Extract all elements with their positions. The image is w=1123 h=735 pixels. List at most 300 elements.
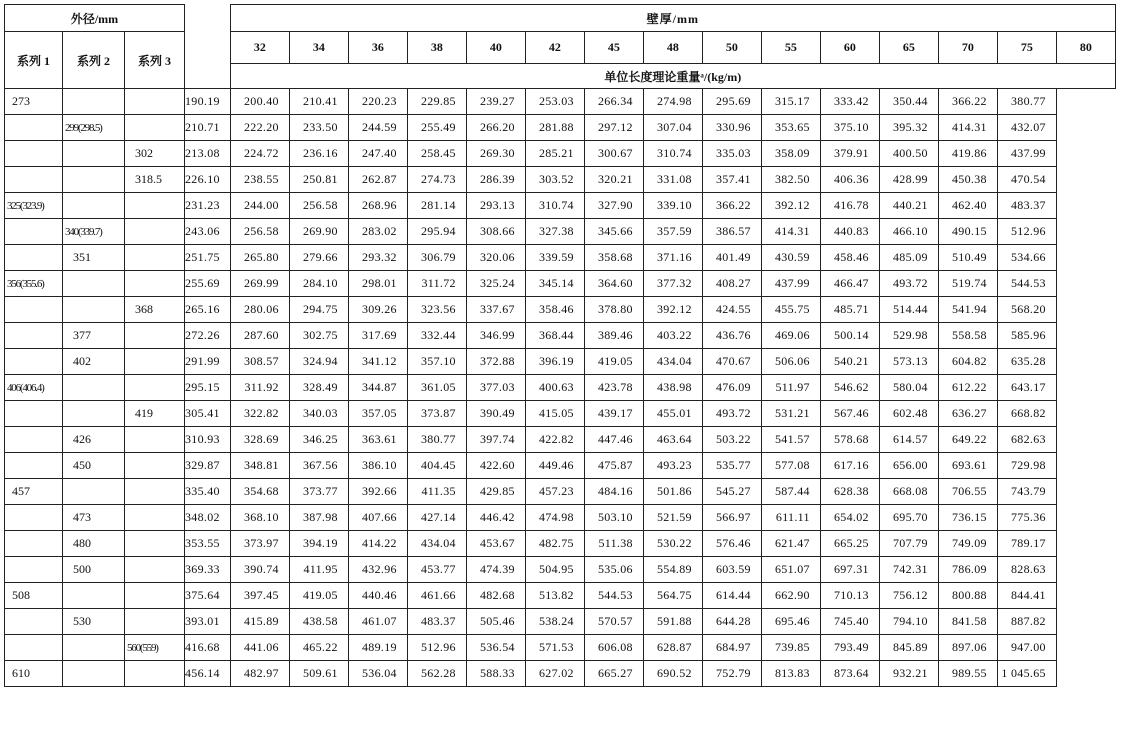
weight-value-cell: 353.65	[761, 115, 820, 141]
series-1-cell	[5, 401, 63, 427]
weight-value-cell: 233.50	[289, 115, 348, 141]
weight-value-cell: 456.14	[185, 661, 231, 687]
thickness-header: 48	[643, 32, 702, 64]
series-2-cell	[63, 635, 125, 661]
series-1-cell	[5, 609, 63, 635]
weight-value-cell: 512.96	[997, 219, 1056, 245]
weight-value-cell: 190.19	[185, 89, 231, 115]
weight-value-cell: 422.82	[525, 427, 584, 453]
weight-value-cell: 333.42	[820, 89, 879, 115]
series-2-cell: 402	[63, 349, 125, 375]
table-row	[5, 193, 1116, 219]
weight-value-cell: 396.19	[525, 349, 584, 375]
weight-value-cell: 434.04	[407, 531, 466, 557]
weight-value-cell: 800.88	[938, 583, 997, 609]
thickness-header: 45	[584, 32, 643, 64]
weight-value-cell: 813.83	[761, 661, 820, 687]
weight-value-cell: 651.07	[761, 557, 820, 583]
weight-value-cell: 534.66	[997, 245, 1056, 271]
weight-value-cell: 339.10	[643, 193, 702, 219]
weight-value-cell: 434.04	[643, 349, 702, 375]
weight-value-cell: 350.44	[879, 89, 938, 115]
weight-value-cell: 345.14	[525, 271, 584, 297]
weight-value-cell: 654.02	[820, 505, 879, 531]
weight-value-cell: 363.61	[348, 427, 407, 453]
weight-value-cell: 617.16	[820, 453, 879, 479]
table-row	[5, 115, 1116, 141]
weight-value-cell: 231.23	[185, 193, 231, 219]
weight-value-cell: 357.41	[702, 167, 761, 193]
weight-value-cell: 424.55	[702, 297, 761, 323]
series-2-cell	[63, 141, 125, 167]
outer-diameter-header: 外径/mm	[5, 5, 185, 32]
weight-value-cell: 571.53	[525, 635, 584, 661]
weight-value-cell: 361.05	[407, 375, 466, 401]
weight-value-cell: 419.05	[584, 349, 643, 375]
weight-value-cell: 337.67	[466, 297, 525, 323]
weight-value-cell: 505.46	[466, 609, 525, 635]
weight-value-cell: 786.09	[938, 557, 997, 583]
thickness-header: 32	[230, 32, 289, 64]
series-1-cell: 457	[5, 479, 63, 505]
weight-value-cell: 511.38	[584, 531, 643, 557]
weight-value-cell: 587.44	[761, 479, 820, 505]
weight-value-cell: 470.67	[702, 349, 761, 375]
weight-value-cell: 348.81	[230, 453, 289, 479]
thickness-header: 34	[289, 32, 348, 64]
table-row	[5, 245, 1116, 271]
weight-value-cell: 274.98	[643, 89, 702, 115]
weight-value-cell: 210.41	[289, 89, 348, 115]
series-2-cell: 377	[63, 323, 125, 349]
weight-value-cell: 415.89	[230, 609, 289, 635]
weight-value-cell: 707.79	[879, 531, 938, 557]
weight-value-cell: 357.05	[348, 401, 407, 427]
weight-value-cell: 743.79	[997, 479, 1056, 505]
weight-value-cell: 695.46	[761, 609, 820, 635]
weight-value-cell: 466.47	[820, 271, 879, 297]
weight-value-cell: 591.88	[643, 609, 702, 635]
weight-value-cell: 340.03	[289, 401, 348, 427]
weight-value-cell: 403.22	[643, 323, 702, 349]
series-1-header: 系列 1	[5, 32, 63, 89]
series-1-cell	[5, 245, 63, 271]
weight-value-cell: 308.57	[230, 349, 289, 375]
weight-value-cell: 512.96	[407, 635, 466, 661]
series-2-cell	[63, 297, 125, 323]
weight-value-cell: 493.72	[879, 271, 938, 297]
weight-value-cell: 255.69	[185, 271, 231, 297]
weight-value-cell: 393.01	[185, 609, 231, 635]
weight-value-cell: 345.66	[584, 219, 643, 245]
weight-value-cell: 483.37	[407, 609, 466, 635]
table-body	[5, 89, 1116, 687]
weight-value-cell: 262.87	[348, 167, 407, 193]
weight-value-cell: 682.63	[997, 427, 1056, 453]
thickness-header: 42	[525, 32, 584, 64]
series-3-cell: 368	[125, 297, 185, 323]
thickness-header: 40	[466, 32, 525, 64]
weight-value-cell: 989.55	[938, 661, 997, 687]
weight-value-cell: 628.38	[820, 479, 879, 505]
weight-value-cell: 366.22	[938, 89, 997, 115]
weight-value-cell: 265.16	[185, 297, 231, 323]
weight-value-cell: 324.94	[289, 349, 348, 375]
weight-value-cell: 397.74	[466, 427, 525, 453]
weight-value-cell: 501.86	[643, 479, 702, 505]
table-row	[5, 271, 1116, 297]
thickness-header: 50	[702, 32, 761, 64]
weight-value-cell: 794.10	[879, 609, 938, 635]
weight-value-cell: 310.74	[525, 193, 584, 219]
weight-value-cell: 845.89	[879, 635, 938, 661]
series-2-cell: 473	[63, 505, 125, 531]
weight-value-cell: 503.10	[584, 505, 643, 531]
weight-value-cell: 489.19	[348, 635, 407, 661]
series-2-cell: 450	[63, 453, 125, 479]
table-row	[5, 141, 1116, 167]
weight-value-cell: 662.90	[761, 583, 820, 609]
weight-value-cell: 461.07	[348, 609, 407, 635]
weight-value-cell: 373.97	[230, 531, 289, 557]
weight-value-cell: 250.81	[289, 167, 348, 193]
weight-value-cell: 729.98	[997, 453, 1056, 479]
weight-value-cell: 386.10	[348, 453, 407, 479]
weight-value-cell: 308.66	[466, 219, 525, 245]
weight-value-cell: 603.59	[702, 557, 761, 583]
series-2-cell	[63, 583, 125, 609]
weight-value-cell: 739.85	[761, 635, 820, 661]
series-3-cell	[125, 505, 185, 531]
weight-value-cell: 578.68	[820, 427, 879, 453]
weight-value-cell: 306.79	[407, 245, 466, 271]
weight-value-cell: 453.67	[466, 531, 525, 557]
weight-value-cell: 432.96	[348, 557, 407, 583]
weight-value-cell: 268.96	[348, 193, 407, 219]
weight-value-cell: 297.12	[584, 115, 643, 141]
series-3-cell: 560(559)	[125, 635, 185, 661]
weight-value-cell: 612.22	[938, 375, 997, 401]
weight-value-cell: 490.15	[938, 219, 997, 245]
weight-value-cell: 510.49	[938, 245, 997, 271]
series-2-cell	[63, 193, 125, 219]
weight-value-cell: 302.75	[289, 323, 348, 349]
weight-value-cell: 408.27	[702, 271, 761, 297]
series-1-cell: 508	[5, 583, 63, 609]
series-1-cell	[5, 167, 63, 193]
weight-value-cell: 580.04	[879, 375, 938, 401]
series-2-cell	[63, 375, 125, 401]
weight-value-cell: 293.32	[348, 245, 407, 271]
table-row	[5, 349, 1116, 375]
weight-value-cell: 382.50	[761, 167, 820, 193]
weight-value-cell: 341.12	[348, 349, 407, 375]
weight-value-cell: 320.21	[584, 167, 643, 193]
weight-value-cell: 379.91	[820, 141, 879, 167]
weight-value-cell: 320.06	[466, 245, 525, 271]
series-2-cell: 351	[63, 245, 125, 271]
weight-value-cell: 606.08	[584, 635, 643, 661]
series-2-cell: 500	[63, 557, 125, 583]
weight-value-cell: 627.02	[525, 661, 584, 687]
series-3-cell	[125, 479, 185, 505]
weight-value-cell: 368.44	[525, 323, 584, 349]
weight-value-cell: 466.10	[879, 219, 938, 245]
weight-value-cell: 298.01	[348, 271, 407, 297]
weight-value-cell: 932.21	[879, 661, 938, 687]
series-2-cell: 426	[63, 427, 125, 453]
weight-value-cell: 305.41	[185, 401, 231, 427]
weight-value-cell: 519.74	[938, 271, 997, 297]
weight-value-cell: 567.46	[820, 401, 879, 427]
series-2-cell	[63, 167, 125, 193]
weight-value-cell: 390.74	[230, 557, 289, 583]
weight-value-cell: 568.20	[997, 297, 1056, 323]
weight-value-cell: 693.61	[938, 453, 997, 479]
weight-value-cell: 414.31	[938, 115, 997, 141]
weight-value-cell: 844.41	[997, 583, 1056, 609]
weight-value-cell: 437.99	[761, 271, 820, 297]
table-row	[5, 609, 1116, 635]
series-3-cell	[125, 271, 185, 297]
weight-value-cell: 346.25	[289, 427, 348, 453]
weight-value-cell: 544.53	[584, 583, 643, 609]
weight-value-cell: 328.69	[230, 427, 289, 453]
wall-thickness-header: 壁厚/mm	[230, 5, 1115, 32]
weight-value-cell: 239.27	[466, 89, 525, 115]
weight-value-cell: 295.15	[185, 375, 231, 401]
column-gap	[185, 5, 231, 89]
weight-value-cell: 438.58	[289, 609, 348, 635]
weight-value-cell: 364.60	[584, 271, 643, 297]
weight-value-cell: 281.14	[407, 193, 466, 219]
weight-value-cell: 449.46	[525, 453, 584, 479]
weight-value-cell: 300.67	[584, 141, 643, 167]
series-3-header: 系列 3	[125, 32, 185, 89]
series-3-cell: 318.5	[125, 167, 185, 193]
weight-value-cell: 749.09	[938, 531, 997, 557]
weight-value-cell: 348.02	[185, 505, 231, 531]
weight-value-cell: 621.47	[761, 531, 820, 557]
weight-value-cell: 210.71	[185, 115, 231, 141]
weight-value-cell: 541.57	[761, 427, 820, 453]
weight-value-cell: 503.22	[702, 427, 761, 453]
series-2-cell	[63, 479, 125, 505]
weight-value-cell: 742.31	[879, 557, 938, 583]
weight-value-cell: 500.14	[820, 323, 879, 349]
weight-value-cell: 327.90	[584, 193, 643, 219]
weight-value-cell: 469.06	[761, 323, 820, 349]
weight-value-cell: 335.03	[702, 141, 761, 167]
thickness-header: 75	[997, 32, 1056, 64]
weight-value-cell: 229.85	[407, 89, 466, 115]
weight-value-cell: 428.99	[879, 167, 938, 193]
series-2-cell	[63, 271, 125, 297]
weight-value-cell: 585.96	[997, 323, 1056, 349]
series-3-cell	[125, 453, 185, 479]
weight-value-cell: 344.87	[348, 375, 407, 401]
weight-value-cell: 269.90	[289, 219, 348, 245]
table-row	[5, 219, 1116, 245]
weight-value-cell: 400.50	[879, 141, 938, 167]
series-3-cell	[125, 531, 185, 557]
weight-value-cell: 513.82	[525, 583, 584, 609]
weight-value-cell: 390.49	[466, 401, 525, 427]
weight-value-cell: 458.46	[820, 245, 879, 271]
table-row	[5, 479, 1116, 505]
weight-value-cell: 482.75	[525, 531, 584, 557]
weight-value-cell: 224.72	[230, 141, 289, 167]
weight-value-cell: 272.26	[185, 323, 231, 349]
series-1-cell	[5, 323, 63, 349]
weight-value-cell: 325.24	[466, 271, 525, 297]
weight-value-cell: 415.05	[525, 401, 584, 427]
weight-value-cell: 400.63	[525, 375, 584, 401]
weight-value-cell: 291.99	[185, 349, 231, 375]
weight-value-cell: 514.44	[879, 297, 938, 323]
weight-value-cell: 281.88	[525, 115, 584, 141]
weight-value-cell: 392.66	[348, 479, 407, 505]
series-3-cell: 302	[125, 141, 185, 167]
weight-value-cell: 656.00	[879, 453, 938, 479]
thickness-header: 65	[879, 32, 938, 64]
weight-value-cell: 310.74	[643, 141, 702, 167]
weight-value-cell: 323.56	[407, 297, 466, 323]
weight-value-cell: 328.49	[289, 375, 348, 401]
series-1-cell	[5, 115, 63, 141]
weight-value-cell: 455.75	[761, 297, 820, 323]
weight-value-cell: 536.54	[466, 635, 525, 661]
series-3-cell	[125, 193, 185, 219]
weight-value-cell: 266.34	[584, 89, 643, 115]
weight-value-cell: 668.08	[879, 479, 938, 505]
weight-value-cell: 793.49	[820, 635, 879, 661]
weight-value-cell: 566.97	[702, 505, 761, 531]
series-2-cell	[63, 401, 125, 427]
series-1-cell: 406(406.4)	[5, 375, 63, 401]
series-3-cell	[125, 375, 185, 401]
weight-value-cell: 462.40	[938, 193, 997, 219]
weight-value-cell: 710.13	[820, 583, 879, 609]
weight-value-cell: 684.97	[702, 635, 761, 661]
weight-value-cell: 327.38	[525, 219, 584, 245]
weight-value-cell: 222.20	[230, 115, 289, 141]
weight-value-cell: 397.45	[230, 583, 289, 609]
weight-value-cell: 438.98	[643, 375, 702, 401]
weight-value-cell: 353.55	[185, 531, 231, 557]
weight-value-cell: 357.59	[643, 219, 702, 245]
series-1-cell	[5, 453, 63, 479]
weight-value-cell: 493.23	[643, 453, 702, 479]
weight-value-cell: 775.36	[997, 505, 1056, 531]
series-2-cell	[63, 661, 125, 687]
weight-value-cell: 465.22	[289, 635, 348, 661]
weight-value-cell: 279.66	[289, 245, 348, 271]
weight-value-cell: 265.80	[230, 245, 289, 271]
weight-value-cell: 226.10	[185, 167, 231, 193]
table-row	[5, 167, 1116, 193]
weight-value-cell: 535.06	[584, 557, 643, 583]
table-row	[5, 557, 1116, 583]
weight-value-cell: 706.55	[938, 479, 997, 505]
weight-value-cell: 461.66	[407, 583, 466, 609]
weight-value-cell: 695.70	[879, 505, 938, 531]
weight-value-cell: 529.98	[879, 323, 938, 349]
weight-value-cell: 447.46	[584, 427, 643, 453]
weight-value-cell: 253.03	[525, 89, 584, 115]
weight-value-cell: 752.79	[702, 661, 761, 687]
weight-value-cell: 446.42	[466, 505, 525, 531]
weight-value-cell: 375.64	[185, 583, 231, 609]
weight-value-cell: 535.77	[702, 453, 761, 479]
table-row	[5, 401, 1116, 427]
weight-value-cell: 371.16	[643, 245, 702, 271]
weight-value-cell: 287.60	[230, 323, 289, 349]
weight-value-cell: 283.02	[348, 219, 407, 245]
weight-value-cell: 295.94	[407, 219, 466, 245]
weight-value-cell: 588.33	[466, 661, 525, 687]
weight-value-cell: 369.33	[185, 557, 231, 583]
weight-value-cell: 841.58	[938, 609, 997, 635]
weight-value-cell: 482.68	[466, 583, 525, 609]
weight-value-cell: 243.06	[185, 219, 231, 245]
weight-value-cell: 545.27	[702, 479, 761, 505]
table-row	[5, 375, 1116, 401]
weight-value-cell: 540.21	[820, 349, 879, 375]
weight-value-cell: 311.92	[230, 375, 289, 401]
weight-value-cell: 570.57	[584, 609, 643, 635]
weight-value-cell: 251.75	[185, 245, 231, 271]
weight-value-cell: 244.59	[348, 115, 407, 141]
weight-value-cell: 736.15	[938, 505, 997, 531]
weight-value-cell: 636.27	[938, 401, 997, 427]
weight-value-cell: 303.52	[525, 167, 584, 193]
weight-value-cell: 285.21	[525, 141, 584, 167]
series-2-cell: 480	[63, 531, 125, 557]
weight-value-cell: 269.30	[466, 141, 525, 167]
weight-value-cell: 432.07	[997, 115, 1056, 141]
thickness-header: 60	[820, 32, 879, 64]
weight-value-cell: 329.87	[185, 453, 231, 479]
thickness-header: 80	[1056, 32, 1115, 64]
weight-value-cell: 213.08	[185, 141, 231, 167]
series-1-cell	[5, 427, 63, 453]
weight-value-cell: 429.85	[466, 479, 525, 505]
series-3-cell: 419	[125, 401, 185, 427]
weight-value-cell: 358.46	[525, 297, 584, 323]
weight-value-cell: 506.06	[761, 349, 820, 375]
table-row	[5, 297, 1116, 323]
weight-value-cell: 295.69	[702, 89, 761, 115]
series-1-cell	[5, 141, 63, 167]
weight-value-cell: 354.68	[230, 479, 289, 505]
series-1-cell	[5, 219, 63, 245]
thickness-header: 36	[348, 32, 407, 64]
weight-value-cell: 307.04	[643, 115, 702, 141]
weight-value-cell: 665.25	[820, 531, 879, 557]
weight-value-cell: 483.37	[997, 193, 1056, 219]
weight-value-cell: 294.75	[289, 297, 348, 323]
weight-value-cell: 266.20	[466, 115, 525, 141]
weight-value-cell: 200.40	[230, 89, 289, 115]
weight-value-cell: 406.36	[820, 167, 879, 193]
weight-value-cell: 330.96	[702, 115, 761, 141]
weight-value-cell: 440.83	[820, 219, 879, 245]
weight-value-cell: 286.39	[466, 167, 525, 193]
weight-value-cell: 485.09	[879, 245, 938, 271]
series-3-cell	[125, 583, 185, 609]
weight-value-cell: 392.12	[761, 193, 820, 219]
